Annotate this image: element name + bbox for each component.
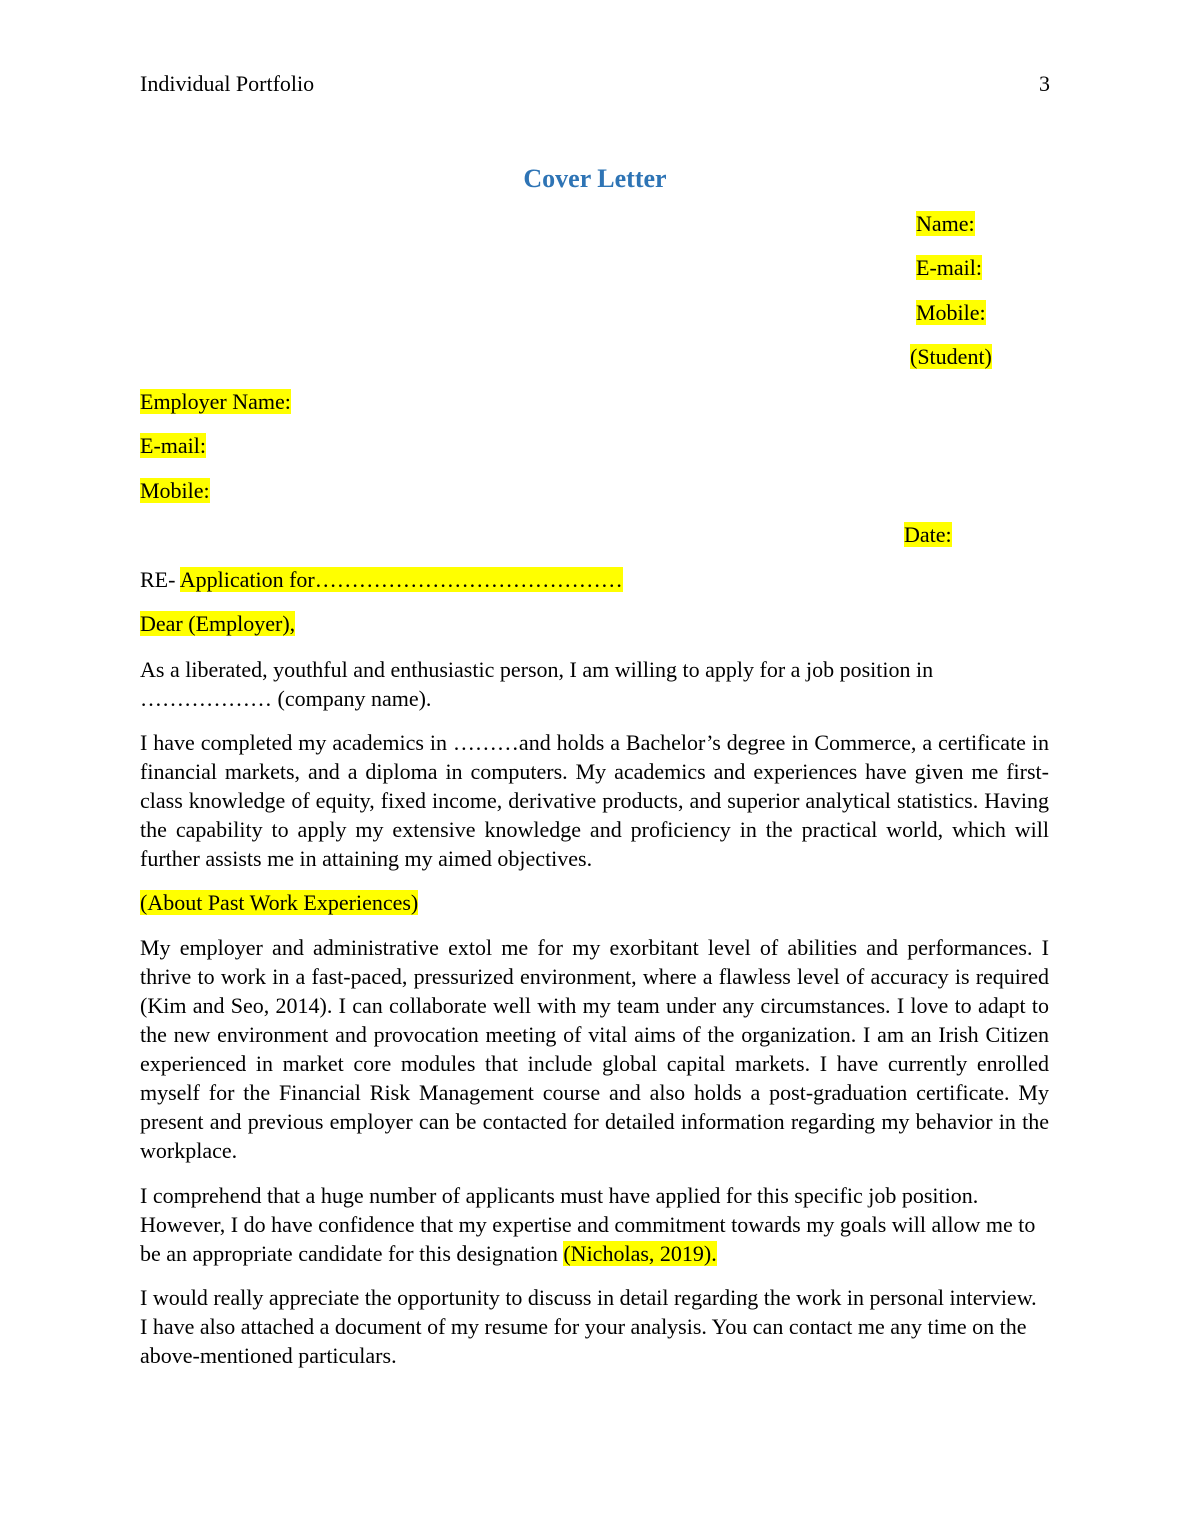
paragraph-intro: As a liberated, youthful and enthusiastic person, I am willing to apply for a job position in ……………… (company name). [140,657,934,711]
employer-email-label: E-mail: [140,433,206,458]
student-email-label: E-mail: [916,255,982,280]
page-number: 3 [1039,71,1050,96]
paragraph-experience: My employer and administrative extol me for my exorbitant level of abilities and performances. I thrive to work in a fast-paced, pressurized environment, where a flawless level of accuracy is required (Kim and Seo, 2014). I can collaborate well with my team under any circumstances. I love to adapt to the new environment and provocation meeting of vital aims of the organization. I am an Irish Citizen experienced in market core modules that include global capital markets. I have currently enrolled myself for the Financial Risk Management course and also holds a post-graduation certificate. My present and previous employer can be contacted for detailed information regarding my behavior in the workplace. [140,935,1049,1163]
salutation: Dear (Employer), [140,611,296,636]
re-line [140,566,623,594]
re-prefix: RE- [140,567,180,592]
confidence-text: I comprehend that a huge number of applicants must have applied for this specific job position. However, I do have confidence that my expertise and commitment towards my goals will allow me to be an appropriate candidate for this designation [140,1183,1036,1266]
header-title: Individual Portfolio [140,71,315,96]
paragraph-closing: I would really appreciate the opportunity to discuss in detail regarding the work in personal interview. I have also attached a document of my resume for your analysis. You can contact me any time on the above-mentioned particulars. [140,1285,1037,1368]
document-title: Cover Letter [523,164,667,193]
page-header [140,70,1050,98]
paragraph-confidence [140,1181,1049,1268]
paragraph-academics: I have completed my academics in ………and holds a Bachelor’s degree in Commerce, a certificate in financial markets, and a diploma in computers. My academics and experiences have given me first-class knowledge of equity, fixed income, derivative products, and superior analytical statistics. Having the capability to apply my extensive knowledge and proficiency in the practical world, which will further assists me in attaining my aimed objectives. [140,730,1049,871]
citation-nicholas: (Nicholas, 2019). [563,1241,717,1266]
student-name-label: Name: [916,211,975,236]
re-subject: Application for…………………………………… [179,567,623,592]
date-label: Date: [904,522,952,547]
student-mobile-label: Mobile: [916,300,986,325]
past-work-heading: (About Past Work Experiences) [140,890,419,915]
employer-mobile-label: Mobile: [140,478,210,503]
employer-name-label: Employer Name: [140,389,291,414]
student-role-label: (Student) [910,344,992,369]
